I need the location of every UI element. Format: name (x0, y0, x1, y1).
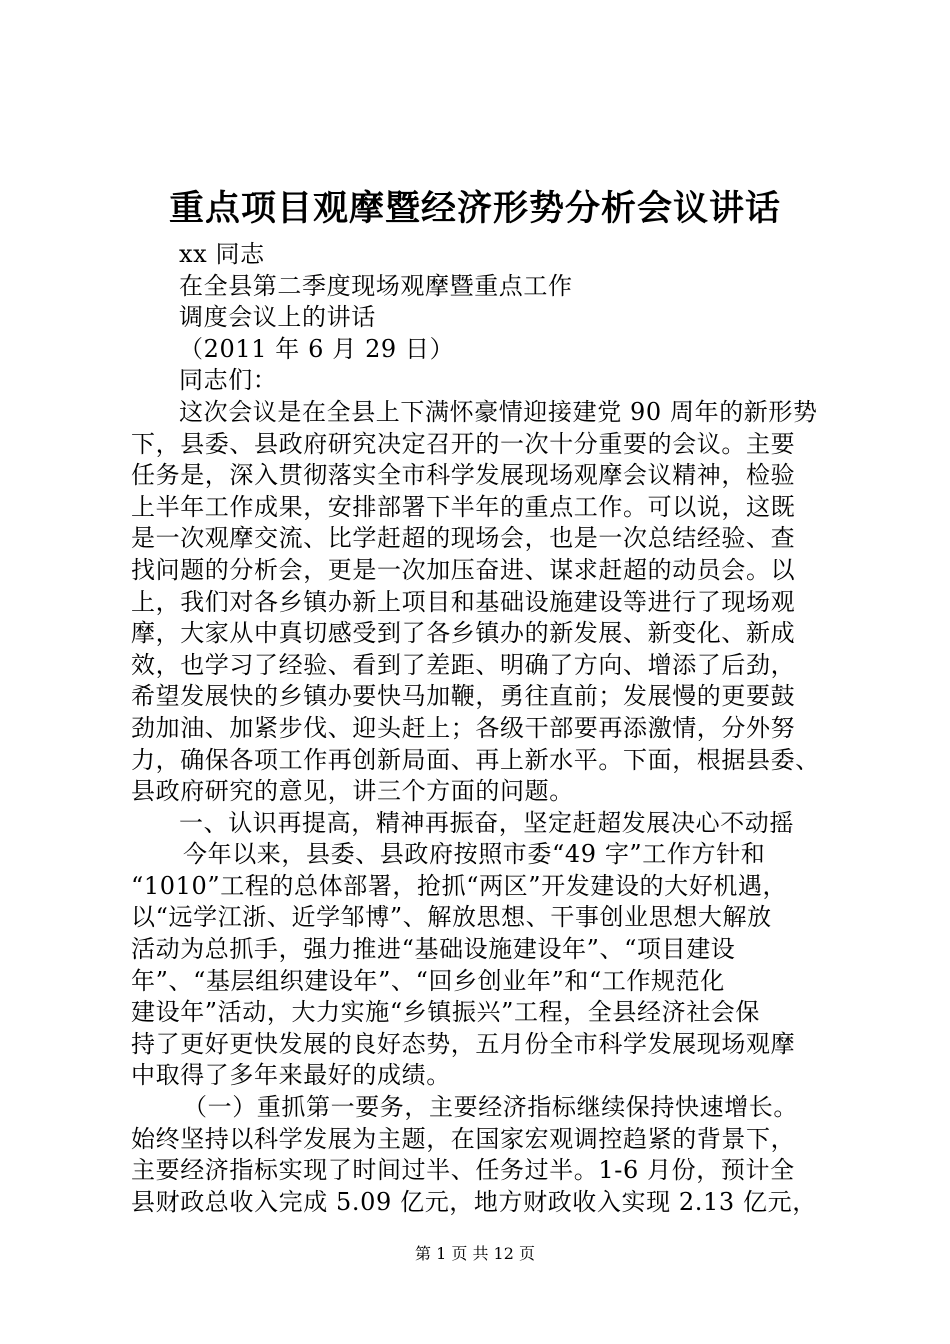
text-line: 今年以来，县委、县政府按照市委“49 字”工作方针和 (183, 840, 766, 869)
text-line: xx 同志 (179, 240, 265, 268)
text-line: 找问题的分析会，更是一次加压奋进、谋求赶超的动员会。以 (131, 555, 796, 584)
text-line: 年”、“基层组织建设年”、“回乡创业年”和“工作规范化 (131, 966, 725, 995)
document-body (131, 239, 831, 1218)
text-line: 上，我们对各乡镇办新上项目和基础设施建设等进行了现场观 (131, 587, 796, 616)
text-line: 以“远学江浙、近学邹博”、解放思想、干事创业思想大解放 (131, 903, 772, 932)
text-line: 活动为总抓手，强力推进“基础设施建设年”、“项目建设 (131, 935, 736, 964)
section-heading: 一、认识再提高，精神再振奋，坚定赶超发展决心不动摇 (179, 808, 794, 837)
text-line: 希望发展快的乡镇办要快马加鞭，勇往直前；发展慢的更要鼓 (131, 682, 796, 711)
document-title: 重点项目观摩暨经济形势分析会议讲话 (168, 188, 781, 229)
text-line: 是一次观摩交流、比学赶超的现场会，也是一次总结经验、查 (131, 524, 796, 553)
text-line: 力，确保各项工作再创新局面、再上新水平。下面，根据县委、 (131, 745, 820, 774)
text-line: 上半年工作成果，安排部署下半年的重点工作。可以说，这既 (131, 492, 796, 521)
text-line: 效，也学习了经验、看到了差距、明确了方向、增添了后劲， (131, 650, 796, 679)
text-line: 同志们： (179, 366, 278, 395)
text-line: 这次会议是在全县上下满怀豪情迎接建党 90 周年的新形势 (179, 397, 818, 426)
text-line: （2011 年 6 月 29 日） (179, 334, 455, 363)
text-line: 调度会议上的讲话 (179, 303, 376, 332)
text-line: “1010”工程的总体部署，抢抓“两区”开发建设的大好机遇， (131, 871, 788, 900)
text-line: 摩，大家从中真切感受到了各乡镇办的新发展、新变化、新成 (131, 619, 796, 648)
text-line: 主要经济指标实现了时间过半、任务过半。1-6 月份，预计全 (131, 1156, 795, 1185)
text-line: 任务是，深入贯彻落实全市科学发展现场观摩会议精神，检验 (131, 461, 796, 490)
text-line: 在全县第二季度现场观摩暨重点工作 (179, 271, 573, 300)
text-line: 县政府研究的意见，讲三个方面的问题。 (131, 777, 574, 806)
text-line: 中取得了多年来最好的成绩。 (131, 1061, 451, 1090)
text-line: 持了更好更快发展的良好态势，五月份全市科学发展现场观摩 (131, 1029, 796, 1058)
text-line: 县财政总收入完成 5.09 亿元，地方财政收入实现 2.13 亿元， (131, 1187, 817, 1216)
text-line: 始终坚持以科学发展为主题，在国家宏观调控趋紧的背景下， (131, 1124, 796, 1153)
page-number-footer: 第 1 页 共 12 页 (415, 1244, 535, 1263)
text-line: 下，县委、县政府研究决定召开的一次十分重要的会议。主要 (131, 429, 796, 458)
text-line: 建设年”活动，大力实施“乡镇振兴”工程，全县经济社会保 (131, 998, 761, 1027)
subsection-heading: （一）重抓第一要务，主要经济指标继续保持快速增长。 (183, 1093, 798, 1122)
text-line: 劲加油、加紧步伐、迎头赶上；各级干部要再添激情，分外努 (131, 713, 796, 742)
